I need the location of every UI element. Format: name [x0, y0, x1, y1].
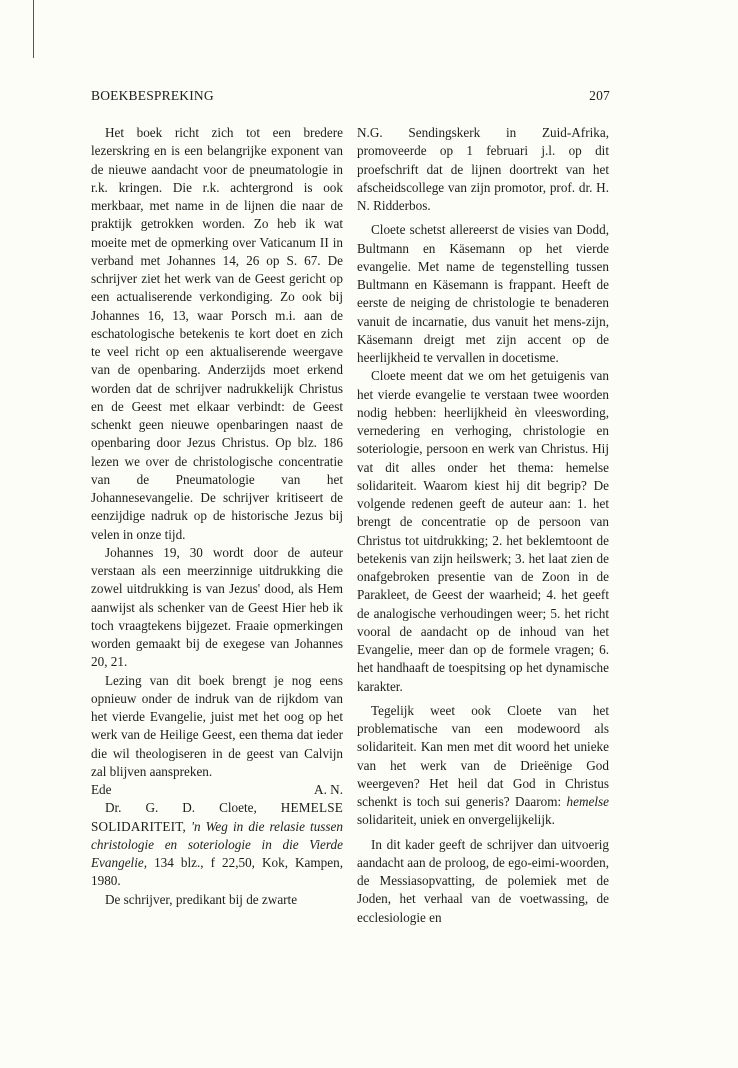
paragraph	[357, 702, 609, 830]
paragraph: De schrijver, predikant bij de zwarte	[105, 891, 298, 907]
bibliographic-entry	[91, 799, 343, 890]
right-column	[357, 124, 609, 927]
signature-initials: A. N.	[314, 782, 343, 797]
biblio-subtitle: 'n Weg in die relasie tussen christologie en soteriologie in die Vierde Evangelie,	[91, 818, 344, 870]
signature-place: Ede	[91, 782, 112, 797]
paragraph-text: solidariteit, uniek en onvergelijkelijk.	[357, 812, 555, 828]
left-column	[91, 124, 343, 909]
scan-edge-line	[33, 0, 34, 58]
biblio-publication: 134 blz., f 22,50, Kok, Kampen, 1980.	[91, 855, 344, 889]
paragraph: Het boek richt zich tot een bredere lezerskring en is een belangrijke exponent van de nieuwe aandacht voor de pneumatologie in r.k. kringen. Die r.k. achtergrond is ook merkbaar, met name in de lijnen die naar de praktijk getrokken worden. Zo heb ik wat moeite met de opmerking over Vaticanum II in verband met Johannes 14, 26 op S. 67. De schrijver ziet het werk van de Geest gericht op een actualiserende verkondiging. Zo ook bij Johannes 16, 13, waar Porsch m.i. aan de eschatologische betekenis te kort doet en zich te veel richt op een aktualiserende weergave van de openbaring. Anderzijds moet erkend worden dat de schrijver nadrukkelijk Christus en de Geest met elkaar verbindt: de Geest schenkt geen nieuwe openbaringen naast de openbaring door Jezus Christus. Op blz. 186 lezen we over de christologische concentratie van de Pneumatologie van het Johannesevangelie. De schrijver kritiseert de eenzijdige nadruk op de historische Jezus bij velen in onze tijd.	[91, 125, 343, 542]
paragraph: In dit kader geeft de schrijver dan uitvoerig aandacht aan de proloog, de ego-eimi-woorden, de Messiasopvatting, de polemiek met de Joden, het verhaal van de voetwassing, de ecclesiologie en	[357, 836, 609, 925]
biblio-author: Dr. G. D. Cloete,	[105, 800, 257, 816]
emphasis: hemelse	[566, 794, 610, 809]
paragraph: Johannes 19, 30 wordt door de auteur verstaan als een meerzinnige uitdrukking die zowel uitdrukking is van Jezus' dood, als Hem aanwijst als schenker van de Geest Hier heb ik toch vraagtekens bijgezet. Fraaie opmerkingen worden gemaakt bij de exegese van Johannes 20, 21.	[91, 544, 343, 670]
paragraph: Cloete schetst allereerst de visies van Dodd, Bultmann en Käsemann op het vierde evangelie. Met name de tegenstelling tussen Bultmann en Käsemann is frappant. Heeft de eerste de neiging de christologie te benaderen vanuit de incarnatie, dus vanuit het mens-zijn, Käsemann dreigt met zijn accent op de heerlijkheid te vervallen in docetisme.	[357, 222, 609, 365]
section-title: BOEKBESPREKING	[91, 88, 214, 103]
signature-line	[91, 781, 343, 799]
paragraph: Cloete meent dat we om het getuigenis van het vierde evangelie te verstaan twee woorden nodig hebben: heerlijkheid èn vleeswording, vernedering en verhoging, christologie en soteriologie, persoon en werk van Christus. Hij vat dit alles onder het thema: hemelse solidariteit. Waarom kiest hij dit begrip? De volgende redenen geeft de auteur aan: 1. het brengt de concentratie op de persoon van Christus tot uitdrukking; 2. het beklemtoont de betekenis van zijn heilswerk; 3. het laat zien de onafgebroken presentie van de Zoon in de Parakleet, de Geest der waarheid; 4. het geeft de analogische verhoudingen weer; 5. het richt vooral de aandacht op de inhoud van het Evangelie, meer dan op de formele vragen; 6. het handhaaft de toespitsing op het dynamische karakter.	[357, 368, 609, 694]
paragraph: Lezing van dit boek brengt je nog eens opnieuw onder de indruk van de rijkdom van het vierde Evangelie, juist met het oog op het werk van de Heilige Geest, een thema dat ieder die wil theologiseren in de geest van Calvijn zal blijven aanspreken.	[91, 672, 343, 779]
paragraph: N.G. Sendingskerk in Zuid-Afrika, promoveerde op 1 februari j.l. op dit proefschrift dat de lijnen doortrekt van het afscheidscollege van zijn promotor, prof. dr. H. N. Ridderbos.	[357, 125, 609, 213]
paragraph-text: Tegelijk weet ook Cloete van het problematische van een modewoord als solidariteit. Kan men met dit woord het unieke van het werk van de Drieënige God weergeven? Het heil dat God in Christus schenkt is toch sui generis? Daarom:	[357, 702, 609, 809]
page-number: 207	[589, 88, 610, 103]
biblio-title: HEMELSE SOLIDARITEIT,	[91, 800, 343, 834]
